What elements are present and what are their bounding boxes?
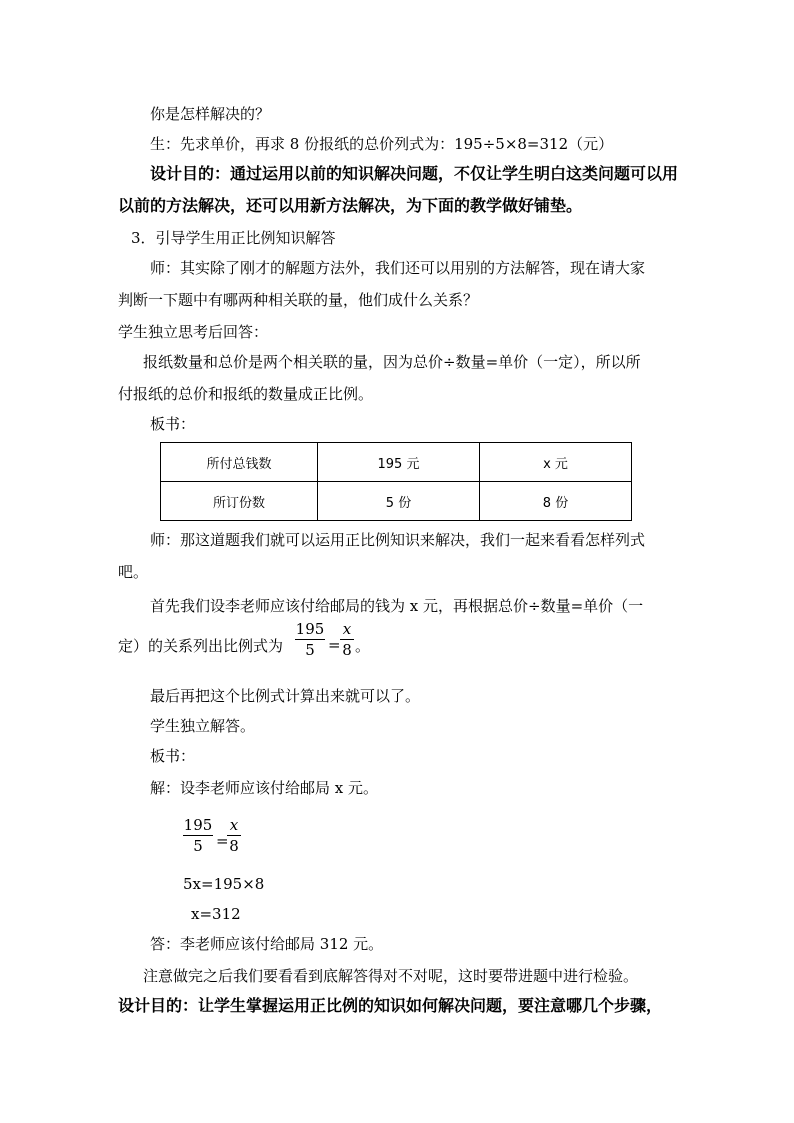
table-cell: 所付总钱数 — [161, 443, 318, 482]
fraction-numerator: 195 — [295, 620, 325, 638]
fraction-numerator: 195 — [183, 816, 213, 834]
text-line: 。 — [355, 637, 371, 655]
text-line: 最后再把这个比例式计算出来就可以了。 — [150, 687, 421, 705]
text-line: 师：其实除了刚才的解题方法外，我们还可以用别的方法解答，现在请大家 — [150, 259, 646, 277]
fraction-numerator: x — [229, 816, 239, 834]
fraction-numerator: x — [342, 620, 352, 638]
text-line: 注意做完之后我们要看看到底解答得对不对呢，这时要带进题中进行检验。 — [143, 967, 639, 985]
fraction-denominator: 5 — [193, 837, 203, 855]
equation-line: x=312 — [191, 905, 241, 923]
fraction-denominator: 8 — [229, 837, 239, 855]
text-line: 解：设李老师应该付给邮局 x 元。 — [150, 779, 378, 797]
text-line: 付报纸的总价和报纸的数量成正比例。 — [118, 385, 374, 403]
fraction-right — [340, 620, 354, 659]
text-line: 学生独立思考后回答： — [118, 323, 269, 341]
text-line: 学生独立解答。 — [150, 717, 256, 735]
fraction-denominator: 5 — [305, 641, 315, 659]
text-line: 生：先求单价，再求 8 份报纸的总价列式为：195÷5×8=312（元） — [150, 135, 614, 153]
table-cell: 5 份 — [318, 482, 480, 521]
text-line: 吧。 — [118, 563, 149, 581]
design-purpose-line: 以前的方法解决，还可以用新方法解决，为下面的教学做好铺垫。 — [118, 196, 583, 215]
fraction-bar — [227, 835, 241, 836]
text-line: 你是怎样解决的？ — [150, 105, 271, 123]
fraction-bar — [183, 835, 213, 836]
equation-line: 5x=195×8 — [183, 875, 265, 893]
fraction-bar — [340, 639, 354, 640]
text-line: 师：那这道题我们就可以运用正比例知识来解决，我们一起来看看怎样列式 — [150, 531, 646, 549]
fraction-right — [227, 816, 241, 855]
design-purpose-line: 设计目的：让学生掌握运用正比例的知识如何解决问题，要注意哪几个步骤， — [118, 996, 663, 1015]
table-row — [161, 443, 632, 482]
text-line: 定）的关系列出比例式为 — [118, 637, 284, 655]
text-line: 板书： — [150, 415, 196, 433]
fraction-bar — [295, 639, 325, 640]
board-table — [160, 442, 632, 521]
fraction-denominator: 8 — [342, 641, 352, 659]
fraction-left — [183, 816, 213, 855]
table-cell: x 元 — [480, 443, 632, 482]
table-cell: 所订份数 — [161, 482, 318, 521]
section-heading: 3．引导学生用正比例知识解答 — [131, 229, 336, 247]
table-cell: 195 元 — [318, 443, 480, 482]
table-row — [161, 482, 632, 521]
equals-sign: = — [328, 636, 341, 654]
fraction-left — [295, 620, 325, 659]
text-line: 报纸数量和总价是两个相关联的量，因为总价÷数量=单价（一定），所以所 — [143, 353, 641, 371]
text-line: 板书： — [150, 747, 196, 765]
table-cell: 8 份 — [480, 482, 632, 521]
design-purpose-line: 设计目的：通过运用以前的知识解决问题，不仅让学生明白这类问题可以用 — [150, 164, 679, 183]
text-line: 判断一下题中有哪两种相关联的量，他们成什么关系？ — [118, 291, 479, 309]
equals-sign: = — [216, 832, 229, 850]
text-line: 首先我们设李老师应该付给邮局的钱为 x 元，再根据总价÷数量=单价（一 — [150, 597, 644, 615]
text-line: 答：李老师应该付给邮局 312 元。 — [150, 935, 384, 953]
